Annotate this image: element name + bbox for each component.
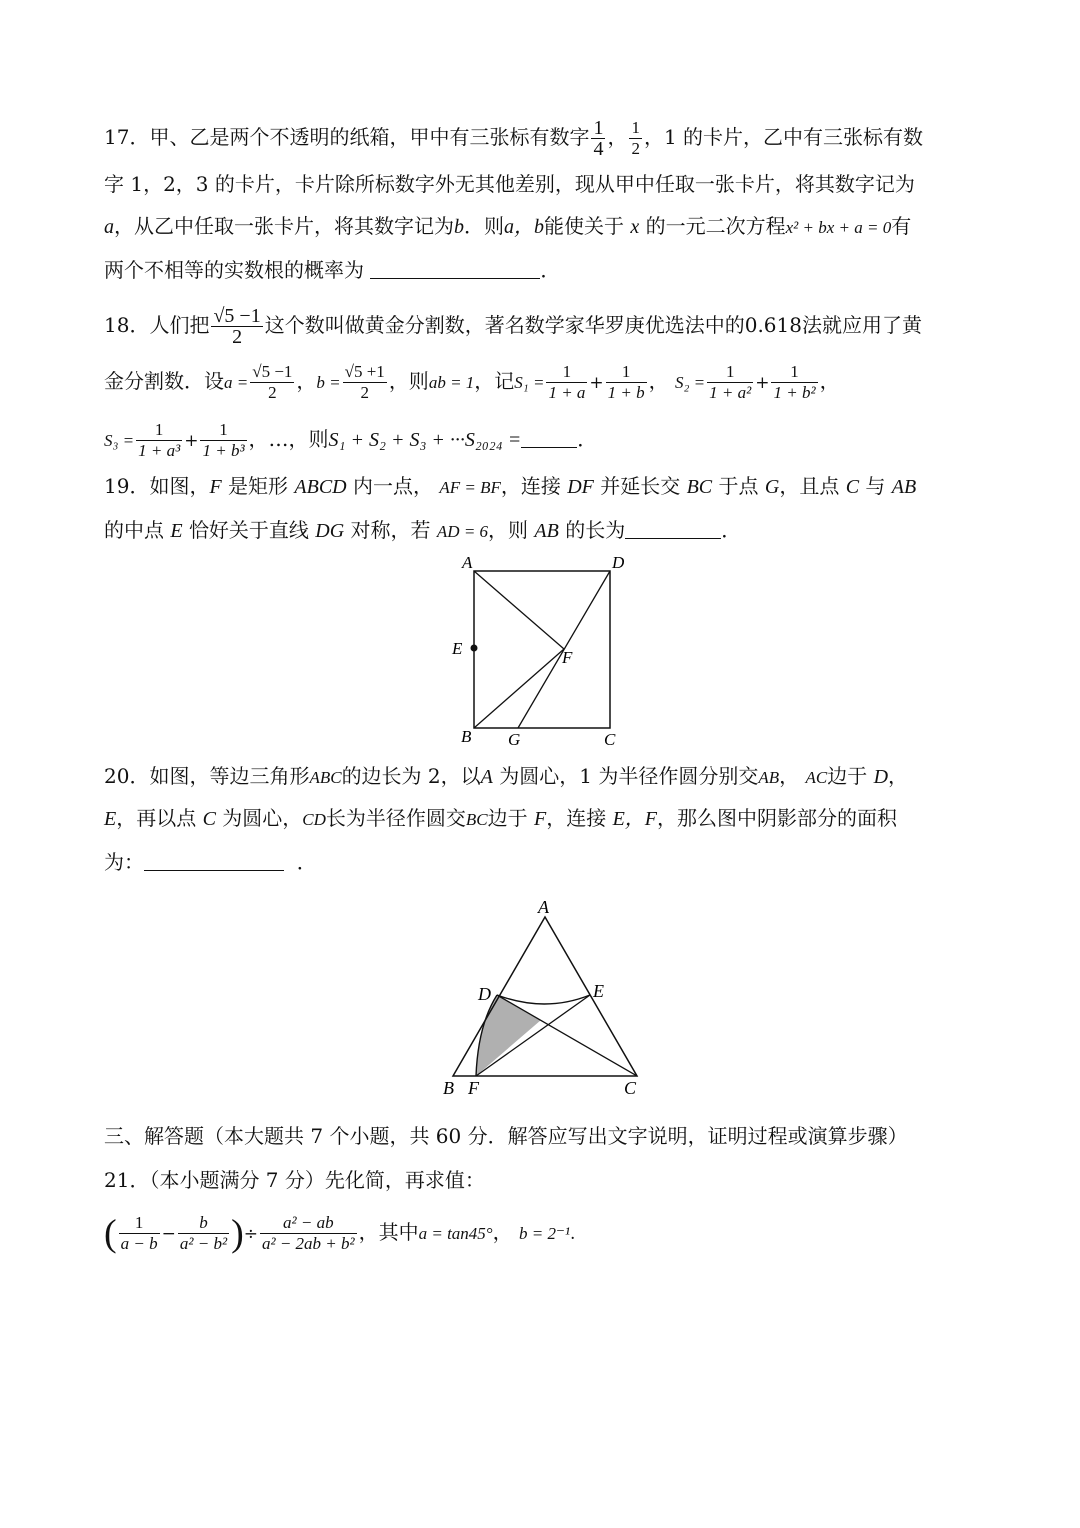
- q20-line2: E，再以点 C 为圆心，CD长为半径作圆交BC边于 F，连接 E，F，那么图中阴影部分的面积: [104, 806, 898, 830]
- q18-line1: 18．人们把 $\frac{√5 -1}{2}$ 这个数叫做黄金分割数，著名数学家华罗庚优选法中的0.618法就应用了黄: [104, 305, 922, 348]
- quadratic-equation: x² + bx + a = 0: [785, 218, 892, 237]
- q18-line3: S₃ = $\frac{1}{\text{1 + a³}}$ + $\frac{1}{\text{1 + b³}}$ ，…，则S₁ + S₂ + S₃ + ···S₂₀₂₄ = ．: [104, 420, 598, 460]
- q17-line2: 字 1，2，3 的卡片，卡片除所标数字外无其他差别，现从甲中任取一张卡片，将其数字记为: [104, 172, 915, 196]
- term-3: $\frac{\text{a² − ab}}{\text{a² − 2ab + b²}}$: [261, 1213, 355, 1253]
- s1-term-b: $\frac{1}{1 + b}$: [607, 362, 645, 402]
- label-b: B: [443, 1078, 454, 1098]
- q17-line4: 两个不相等的实数根的概率为 ．: [104, 258, 561, 282]
- label-b: B: [461, 727, 472, 746]
- golden-ratio-fraction: $\frac{√5 -1}{2}$: [213, 305, 261, 348]
- shaded-region: [476, 995, 541, 1076]
- s3-term-b: $\frac{1}{\text{1 + b³}}$: [202, 420, 245, 460]
- rectangle-abcd: [474, 571, 610, 728]
- a-fraction: $\frac{√5 -1}{2}$: [252, 362, 293, 402]
- fraction-quarter: $\frac{1}{4}$: [593, 117, 604, 160]
- term-2: $\frac{b}{\text{a² − b²}}$: [179, 1213, 228, 1253]
- term-1: $\frac{1}{a - b}$: [120, 1213, 158, 1253]
- label-d: D: [612, 553, 625, 572]
- segment-af: [474, 571, 564, 649]
- series-sum: S₁ + S₂ + S₃ + ···S₂₀₂₄ =: [328, 429, 522, 451]
- s1-term-a: $\frac{1}{1 + a}$: [548, 362, 586, 402]
- fraction-half: $\frac{1}{2}$: [631, 118, 640, 158]
- q20-line1: 20．如图，等边三角形ABC的边长为 2，以A 为圆心，1 为半径作圆分别交AB， AC边于 D，: [104, 764, 909, 788]
- label-f: F: [468, 1078, 479, 1098]
- label-e: E: [593, 981, 604, 1001]
- answer-blank: [521, 427, 577, 448]
- s2-term-a: $\frac{1}{\text{1 + a²}}$: [709, 362, 752, 402]
- rectangle-figure: [440, 548, 640, 748]
- segment-bf: [474, 649, 564, 728]
- answer-blank: [370, 258, 540, 279]
- section-3-heading: 三、解答题（本大题共 7 个小题，共 60 分．解答应写出文字说明，证明过程或演算步骤）: [104, 1124, 908, 1148]
- label-a: A: [462, 553, 473, 572]
- label-f: F: [562, 648, 573, 667]
- q21-expression: ( $\frac{1}{a - b}$ − $\frac{b}{\text{a² − b²}}$ )÷ $\frac{\text{a² − ab}}{\text{a² − 2ab + b²}}$ ，其中a = tan45°， b = 2⁻¹.: [104, 1212, 576, 1255]
- label-g: G: [508, 730, 521, 748]
- triangle-figure: [436, 892, 656, 1102]
- q19-line1: 19．如图，F 是矩形 ABCD 内一点， AF = BF，连接 DF 并延长交 BC 于点 G，且点 C 与 AB: [104, 474, 917, 498]
- midpoint-e: [471, 645, 478, 652]
- label-c: C: [604, 730, 616, 748]
- s3-term-a: $\frac{1}{\text{1 + a³}}$: [138, 420, 181, 460]
- label-a: A: [538, 897, 549, 917]
- label-d: D: [478, 984, 491, 1004]
- answer-blank: [625, 518, 721, 539]
- answer-blank: [144, 850, 284, 871]
- q19-line2: 的中点 E 恰好关于直线 DG 对称，若 AD = 6，则 AB 的长为 ．: [104, 518, 742, 542]
- b-fraction: $\frac{√5 +1}{2}$: [344, 362, 385, 402]
- q17-line1: 17．甲、乙是两个不透明的纸箱，甲中有三张标有数字 $\frac{1}{4}$ ， $\frac{1}{2}$ ，1 的卡片，乙中有三张标有数: [104, 117, 924, 160]
- label-e: E: [452, 639, 463, 658]
- label-c: C: [624, 1078, 637, 1098]
- q17-text: 17．甲、乙是两个不透明的纸箱，甲中有三张标有数字: [104, 125, 590, 149]
- q20-line3: 为： ．: [104, 850, 317, 874]
- s2-term-b: $\frac{1}{\text{1 + b²}}$: [773, 362, 816, 402]
- q18-line2: 金分割数．设a = $\frac{√5 -1}{2}$ ，b = $\frac{√5 +1}{2}$ ，则ab = 1，记S₁ = $\frac{1}{1 + a}$ + $\frac{1}{1 + b}$ ， S₂ = $\frac{1}{\text{1 + a²}}$ + $\frac{1}{\text{1 + b²}}$ ，: [104, 362, 840, 402]
- q17-line3: a，从乙中任取一张卡片，将其数字记为b．则a，b能使关于 x 的一元二次方程x² + bx + a = 0有: [104, 214, 912, 238]
- q21-line1: 21．（本小题满分 7 分）先化简，再求值：: [104, 1168, 485, 1192]
